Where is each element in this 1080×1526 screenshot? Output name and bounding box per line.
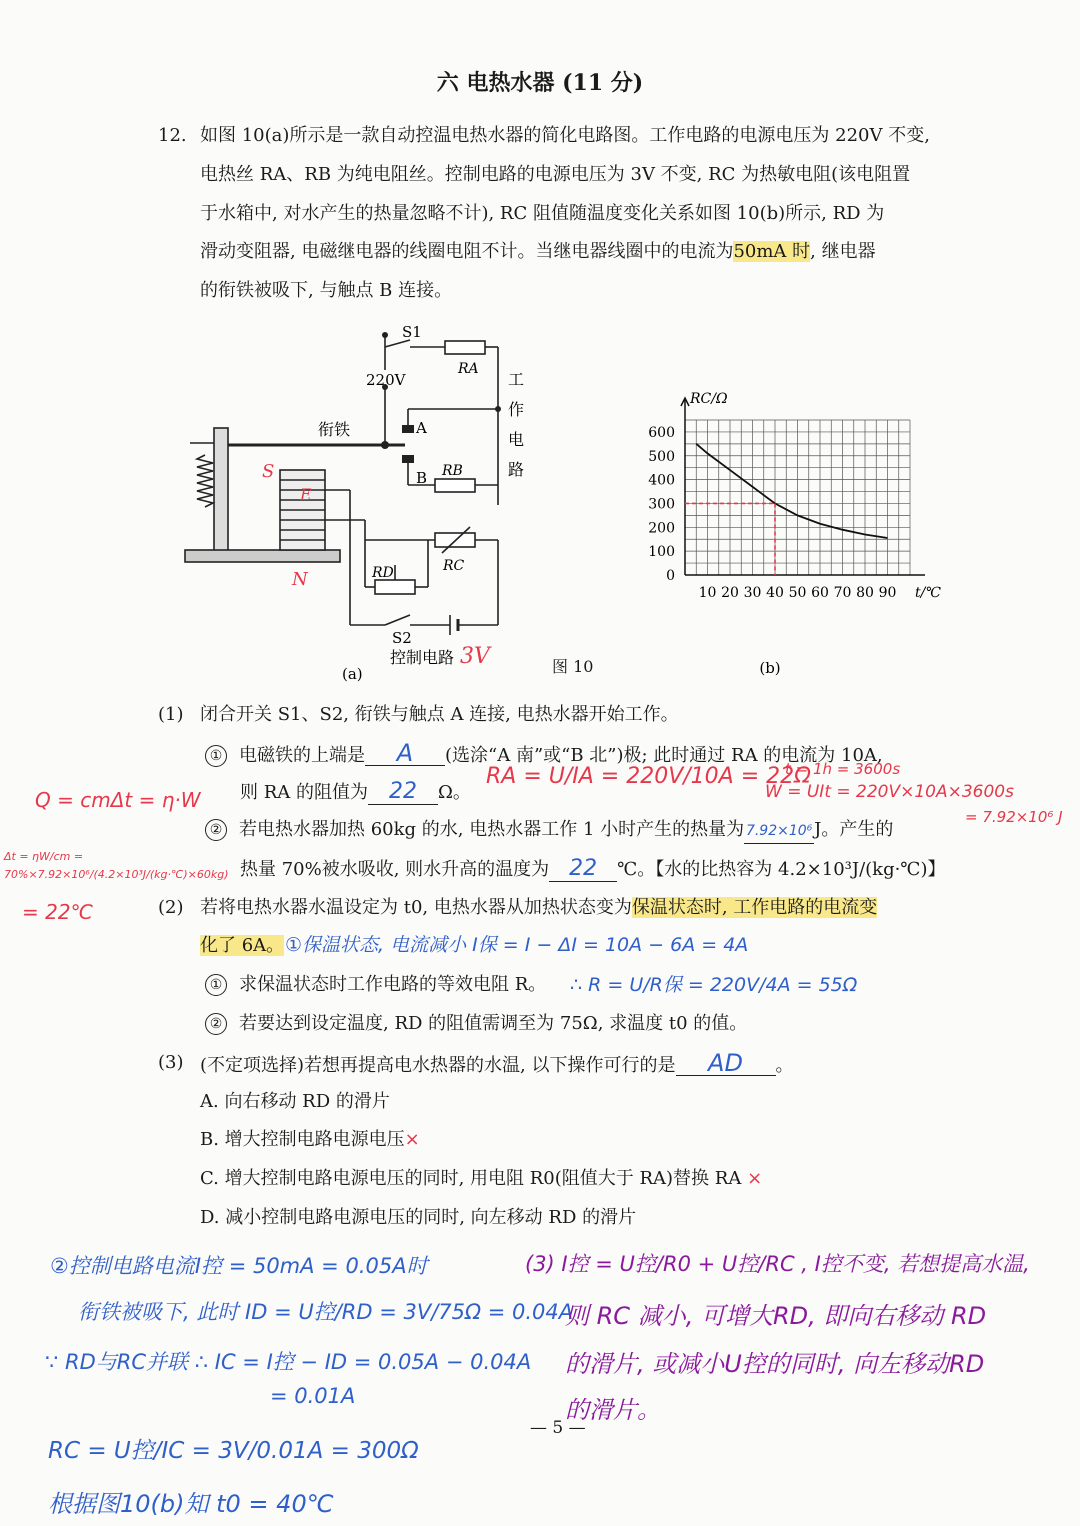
label-220v: 220V xyxy=(366,371,406,389)
hw-p2q2-6: 根据图10(b)知 t0 = 40℃ xyxy=(48,1490,334,1518)
answer-ra: 22 xyxy=(368,780,438,805)
x-axis-label: t/℃ xyxy=(915,585,942,601)
caption-a: (a) xyxy=(342,665,363,683)
label-s1: S1 xyxy=(402,323,422,341)
intro-line-3: 于水箱中, 对水产生的热量忽略不计), RC 阻值随温度变化关系如图 10(b)所示, RD 为 xyxy=(200,203,885,224)
circuit-diagram xyxy=(180,315,540,685)
x-tick-label: 20 xyxy=(721,585,739,601)
hw-3v: 3V xyxy=(460,644,490,669)
part1-label: (1) xyxy=(158,704,184,725)
part1-q2-line2: 热量 70%被水吸收, 则水升高的温度为 22 ℃。【水的比热容为 4.2×10³J/(kg·℃)】 xyxy=(240,856,946,881)
hw-dt-formula: Δt = ηW/cm = 70%×7.92×10⁶/(4.2×10³J/(kg·℃)×60kg) xyxy=(4,850,229,881)
hw-p2q2-2: 衔铁被吸下, 此时 ID = U控/RD = 3V/75Ω = 0.04A xyxy=(78,1300,574,1324)
hw-q-formula: Q = cmΔt = η·W xyxy=(35,788,201,812)
hw-time: t = 1h = 3600s xyxy=(785,760,901,778)
y-tick-label: 500 xyxy=(648,448,675,465)
y-tick-label: 400 xyxy=(648,472,675,489)
hw-dt-result: = 22℃ xyxy=(22,900,94,924)
y-tick-label: 100 xyxy=(648,544,675,561)
part2-label: (2) xyxy=(158,897,184,918)
y-tick-label: 300 xyxy=(648,496,675,513)
label-rb: RB xyxy=(442,463,463,479)
label-a: A xyxy=(416,419,427,437)
section-title: 六 电热水器 (11 分) xyxy=(436,70,644,96)
answer-pole: A xyxy=(365,741,445,766)
y-tick-label: 0 xyxy=(666,568,675,584)
mark-wrong-b: × xyxy=(404,1129,420,1150)
label-work-4: 路 xyxy=(508,460,525,479)
question-number: 12. xyxy=(158,125,187,146)
hw-s: S xyxy=(262,461,275,482)
part1-stem: 闭合开关 S1、S2, 衔铁与触点 A 连接, 电热水器开始工作。 xyxy=(200,704,679,725)
part2-q2: ② 若要达到设定温度, RD 的阻值需调至为 75Ω, 求温度 t0 的值。 xyxy=(205,1012,747,1036)
part3-stem: (不定项选择)若想再提高电水热器的水温, 以下操作可行的是 AD 。 xyxy=(200,1049,794,1077)
part1-q2-line1: ② 若电热水器加热 60kg 的水, 电热水器工作 1 小时产生的热量为 7.92×10⁶ J。产生的 xyxy=(205,818,893,844)
part1-q1-line1: ① 电磁铁的上端是 A (选涂“A 南”或“B 北”)极; 此时通过 RA 的电流为 10A, xyxy=(205,741,883,768)
x-tick-label: 10 xyxy=(698,585,717,601)
x-tick-label: 70 xyxy=(833,585,852,601)
intro-line-1: 如图 10(a)所示是一款自动控温电热水器的简化电路图。工作电路的电源电压为 220V 不变, xyxy=(200,125,930,146)
label-work-2: 作 xyxy=(508,400,525,419)
hw-e: E xyxy=(300,485,312,504)
answer-choice: AD xyxy=(676,1051,776,1076)
hw-p3-3: 的滑片, 或减小U控的同时, 向左移动RD xyxy=(565,1350,985,1378)
caption-b: (b) xyxy=(759,659,781,677)
part3-label: (3) xyxy=(158,1052,184,1073)
part2-q1: ① 求保温状态时工作电路的等效电阻 R。 xyxy=(205,973,546,997)
x-tick-label: 90 xyxy=(878,585,897,601)
x-tick-label: 40 xyxy=(766,585,784,601)
mark-wrong-c: × xyxy=(747,1168,763,1189)
rc-temperature-chart xyxy=(630,385,960,685)
label-rd: RD xyxy=(372,565,394,581)
intro-line-5: 的衔铁被吸下, 与触点 B 连接。 xyxy=(200,280,453,301)
intro-line-2: 电热丝 RA、RB 为纯电阻丝。控制电路的电源电压为 3V 不变, RC 为热敏电阻(该电阻置 xyxy=(200,164,911,185)
answer-heat: 7.92×10⁶ xyxy=(744,819,814,844)
y-tick-label: 600 xyxy=(648,424,675,441)
label-control: 控制电路 xyxy=(390,648,455,667)
hw-p2q2-3: ∵ RD与RC并联 ∴ IC = I控 − ID = 0.05A − 0.04A xyxy=(45,1350,532,1374)
option-a: A. 向右移动 RD 的滑片 xyxy=(200,1091,390,1112)
hw-p2q2-4: = 0.01A xyxy=(270,1384,356,1408)
rc-curve xyxy=(696,444,887,538)
part2-line2: 化了 6A。 xyxy=(200,935,285,956)
hw-work-formula: W = UIt = 220V×10A×3600s xyxy=(765,782,1014,802)
x-tick-label: 50 xyxy=(788,585,807,601)
part2-line1: 若将电热水器水温设定为 t0, 电热水器从加热状态变为保温状态时, 工作电路的电流变 xyxy=(200,897,878,918)
hw-ra-formula: RA = U/IA = 220V/10A = 22Ω xyxy=(486,764,811,789)
hw-n: N xyxy=(292,569,308,590)
part1-q1-line2: 则 RA 的阻值为 22 Ω。 xyxy=(240,779,471,804)
hw-p2-note: ①保温状态, 电流减小 I保 = I − ΔI = 10A − 6A = 4A xyxy=(285,934,749,956)
y-axis-label: RC/Ω xyxy=(690,391,728,407)
hw-work-result: = 7.92×10⁶ J xyxy=(965,808,1063,826)
figure-caption: 图 10 xyxy=(552,657,594,676)
hw-p2-r: ∴ R = U/R保 = 220V/4A = 55Ω xyxy=(570,974,858,996)
x-tick-label: 60 xyxy=(811,585,829,601)
hw-p2q2-5: RC = U控/IC = 3V/0.01A = 300Ω xyxy=(48,1438,419,1464)
y-tick-label: 200 xyxy=(648,520,675,537)
option-b: B. 增大控制电路电源电压× xyxy=(200,1129,420,1150)
label-work-3: 电 xyxy=(508,430,525,449)
label-s2: S2 xyxy=(392,629,412,647)
label-ra: RA xyxy=(458,361,479,377)
label-b: B xyxy=(416,469,428,487)
label-work-1: 工 xyxy=(508,370,525,389)
page-number: — 5 — xyxy=(530,1418,586,1438)
intro-line-4: 滑动变阻器, 电磁继电器的线圈电阻不计。当继电器线圈中的电流为50mA 时, 继电器 xyxy=(200,241,876,262)
hw-p2q2-1: ②控制电路电流I控 = 50mA = 0.05A时 xyxy=(50,1254,428,1278)
option-c: C. 增大控制电路电源电压的同时, 用电阻 R0(阻值大于 RA)替换 RA × xyxy=(200,1168,763,1189)
hw-p3-1: (3) I控 = U控/R0 + U控/RC , I控不变, 若想提高水温, xyxy=(525,1252,1030,1276)
highlight-50ma: 50mA 时 xyxy=(733,241,811,262)
x-tick-label: 80 xyxy=(856,585,874,601)
option-d: D. 减小控制电路电源电压的同时, 向左移动 RD 的滑片 xyxy=(200,1207,637,1228)
hw-p3-4: 的滑片。 xyxy=(565,1396,661,1424)
label-armature: 衔铁 xyxy=(318,420,351,439)
x-tick-label: 30 xyxy=(743,585,762,601)
label-rc: RC xyxy=(443,558,465,574)
hw-p3-2: 则 RC 减小, 可增大RD, 即向右移动 RD xyxy=(565,1302,987,1330)
answer-temp: 22 xyxy=(549,857,617,882)
